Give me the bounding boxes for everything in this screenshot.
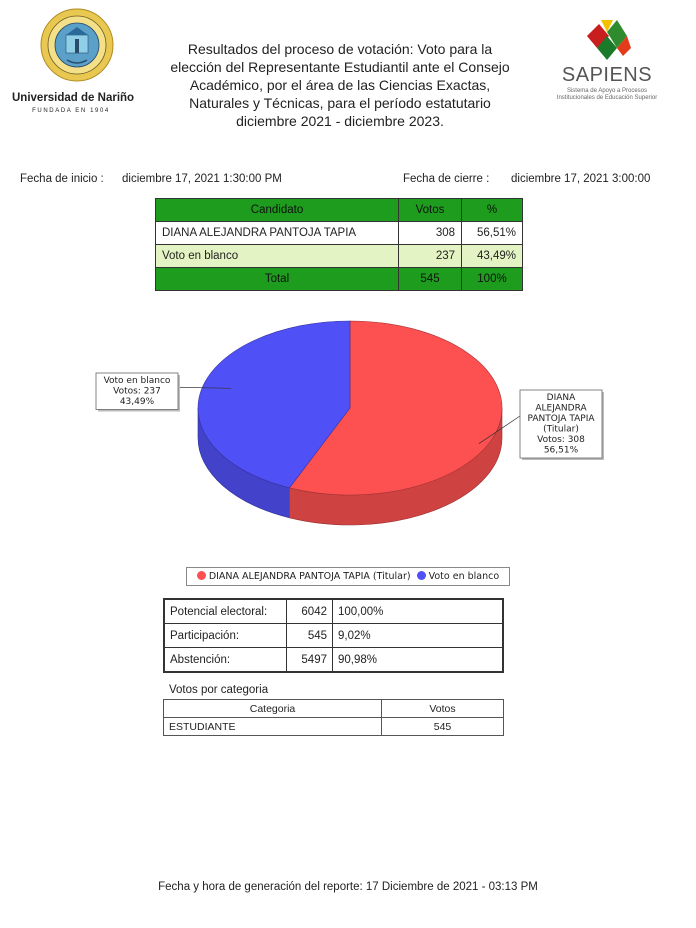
legend-item xyxy=(417,571,500,582)
end-date-value: diciembre 17, 2021 3:00:00 xyxy=(511,173,651,185)
stat-percent: 9,02% xyxy=(333,624,504,648)
university-seal-icon xyxy=(40,8,114,82)
university-logo xyxy=(12,8,135,118)
pie-chart xyxy=(0,308,696,558)
total-percent: 100% xyxy=(462,268,523,291)
callout-text: DIANA xyxy=(546,393,576,403)
legend-dot-icon xyxy=(197,571,206,580)
candidate-percent: 43,49% xyxy=(462,245,523,268)
table-row xyxy=(156,245,523,268)
sapiens-logo xyxy=(555,18,667,114)
table-row xyxy=(164,648,503,673)
stat-label: Potencial electoral: xyxy=(164,599,287,624)
stat-percent: 100,00% xyxy=(333,599,504,624)
university-name: Universidad de Nariño xyxy=(12,92,135,104)
chart-legend xyxy=(186,567,510,586)
callout-text: ALEJANDRA xyxy=(535,403,587,414)
legend-dot-icon xyxy=(417,571,426,580)
stat-value: 545 xyxy=(287,624,333,648)
category-table xyxy=(163,699,504,736)
stat-percent: 90,98% xyxy=(333,648,504,673)
total-row xyxy=(156,268,523,291)
header-category: Categoria xyxy=(164,700,382,718)
callout-text: 56,51% xyxy=(543,445,579,456)
category-name: ESTUDIANTE xyxy=(164,718,382,736)
university-subtitle: FUNDADA EN 1904 xyxy=(32,108,110,114)
results-table xyxy=(155,198,523,291)
stat-value: 6042 xyxy=(287,599,333,624)
report-footer: Fecha y hora de generación del reporte: 17 Diciembre de 2021 - 03:13 PM xyxy=(158,881,538,893)
sapiens-name: SAPIENS xyxy=(561,64,653,86)
category-title: Votos por categoria xyxy=(169,684,269,696)
start-date-label: Fecha de inicio : xyxy=(20,173,104,185)
header-votes: Votos xyxy=(382,700,504,718)
callout-text: Votos: 308 xyxy=(537,435,585,445)
candidate-percent: 56,51% xyxy=(462,222,523,245)
stat-label: Abstención: xyxy=(164,648,287,673)
end-date-label: Fecha de cierre : xyxy=(403,173,490,185)
table-header-row xyxy=(164,700,504,718)
total-label: Total xyxy=(156,268,399,291)
legend-label: DIANA ALEJANDRA PANTOJA TAPIA (Titular) xyxy=(208,571,411,582)
table-row xyxy=(164,718,504,736)
callout-text: (Titular) xyxy=(543,424,579,435)
callout-text: PANTOJA TAPIA xyxy=(527,414,595,424)
table-row xyxy=(164,599,503,624)
start-date-value: diciembre 17, 2021 1:30:00 PM xyxy=(122,173,282,185)
callout-text: Voto en blanco xyxy=(103,376,171,386)
header-votes: Votos xyxy=(399,199,462,222)
callout-text: 43,49% xyxy=(119,397,155,407)
header-candidate: Candidato xyxy=(156,199,399,222)
total-votes: 545 xyxy=(399,268,462,291)
candidate-name: Voto en blanco xyxy=(156,245,399,268)
table-row xyxy=(164,624,503,648)
candidate-votes: 308 xyxy=(399,222,462,245)
legend-label: Voto en blanco xyxy=(428,571,500,582)
header-percent: % xyxy=(462,199,523,222)
stat-label: Participación: xyxy=(164,624,287,648)
sapiens-subtitle: Sistema de Apoyo a Procesos Institucionales de Educación Superior xyxy=(556,88,658,101)
table-row xyxy=(156,222,523,245)
candidate-votes: 237 xyxy=(399,245,462,268)
stats-table xyxy=(163,598,504,673)
report-title: Resultados del proceso de votación: Voto para la elección del Representante Estudiantil ante el Consejo Académico, por el área de las Ciencias Exactas, Naturales y Técnicas, para el período estatutario diciembre 2021 - diciembre 2023. xyxy=(170,41,510,129)
candidate-name: DIANA ALEJANDRA PANTOJA TAPIA xyxy=(156,222,399,245)
legend-item xyxy=(197,571,411,582)
sapiens-mark-icon xyxy=(581,18,633,62)
table-header-row xyxy=(156,199,523,222)
callout-text: Votos: 237 xyxy=(113,386,161,397)
stat-value: 5497 xyxy=(287,648,333,673)
category-votes: 545 xyxy=(382,718,504,736)
